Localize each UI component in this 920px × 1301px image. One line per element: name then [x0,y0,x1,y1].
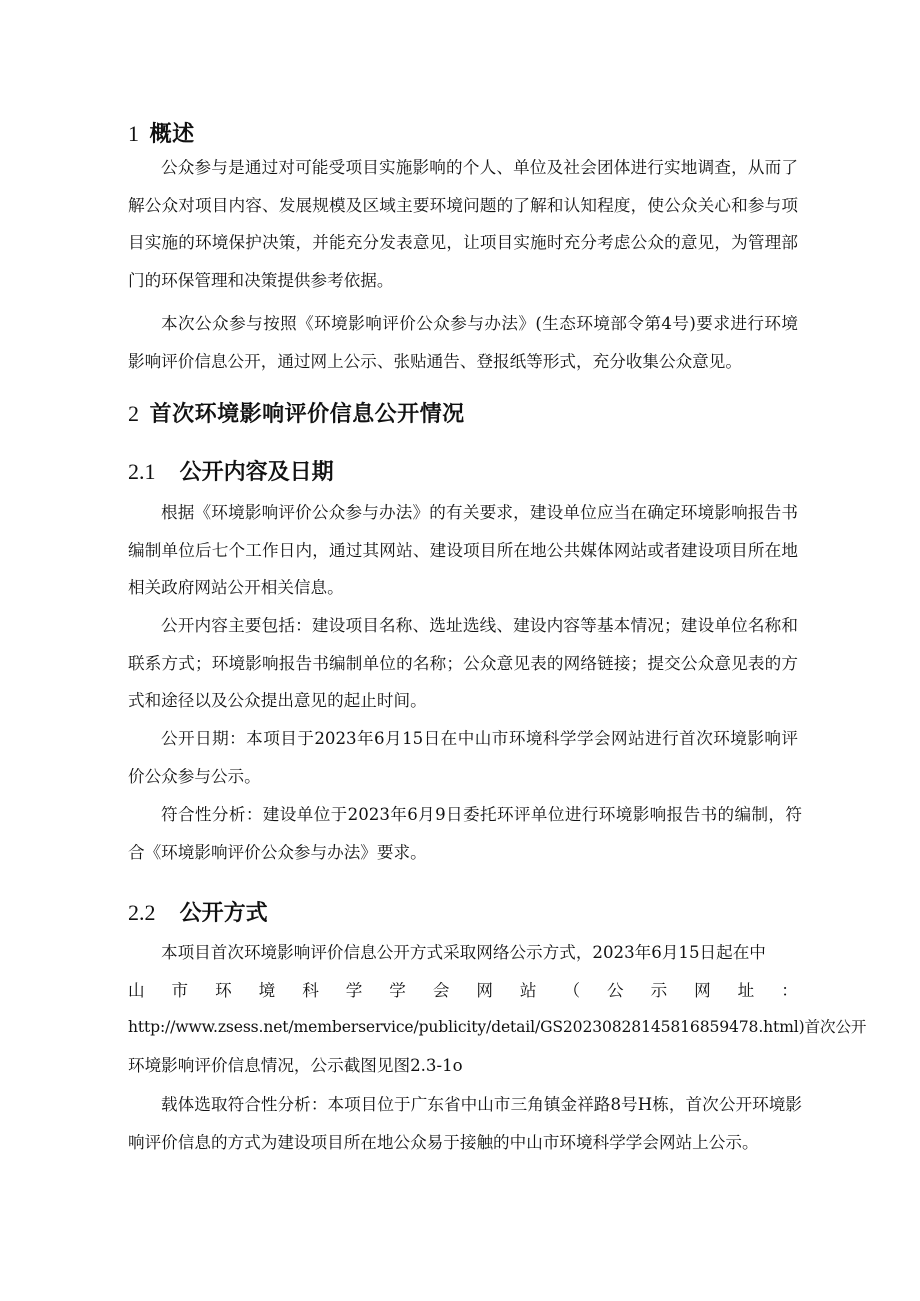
section-2-1-heading [128,455,334,486]
section-1-heading [128,117,195,148]
url-line: http://www.zsess.net/memberservice/publicity/detail/GS20230828145816859478.html)首次公开 [128,1018,867,1036]
paragraph: 公开内容主要包括：建设项目名称、选址选线、建设内容等基本情况；建设单位名称和联系方式；环境影响报告书编制单位的名称；公众意见表的网络链接；提交公众意见表的方式和途径以及公众提出意见的起止时间。 [128,616,798,710]
spread-char: 网 [476,981,493,1000]
paragraph: 公开日期：本项目于2023年6月15日在中山市环境科学学会网站进行首次环境影响评价公众参与公示。 [128,729,798,786]
spread-char: 境 [258,981,276,1000]
spread-char: 学 [389,981,406,1000]
paragraph: 根据《环境影响评价公众参与办法》的有关要求，建设单位应当在确定环境影响报告书编制单位后七个工作日内，通过其网站、建设项目所在地公共媒体网站或者建设项目所在地相关政府网站公开相关信息。 [128,503,798,597]
spread-char: 科 [302,981,319,1000]
section-2-heading [128,397,465,428]
section-number: 2.1 [128,459,156,484]
section-title: 公开方式 [179,901,268,926]
section-number: 2.2 [128,900,156,925]
spread-char: （ [563,981,581,1000]
spread-char: 址 [737,981,755,1000]
paragraph-line-spread [128,972,798,1010]
section-title: 首次环境影响评价信息公开情况 [149,402,465,427]
section-number: 2 [128,401,140,426]
spread-char: 环 [215,981,232,1000]
paragraph-line: 本项目首次环境影响评价信息公开方式采取网络公示方式，2023年6月15日起在中 [161,943,766,962]
paragraph: 符合性分析：建设单位于2023年6月9日委托环评单位进行环境影响报告书的编制，符合《环境影响评价公众参与办法》要求。 [128,805,802,862]
paragraph: 载体选取符合性分析：本项目位于广东省中山市三角镇金祥路8号H栋，首次公开环境影响评价信息的方式为建设项目所在地公众易于接触的中山市环境科学学会网站上公示。 [128,1095,802,1152]
section-2-2-heading [128,896,268,927]
spread-char: 会 [432,981,450,1000]
spread-char: 网 [694,981,711,1000]
paragraph-line: 环境影响评价信息情况，公示截图见图2.3-1o [128,1056,463,1075]
spread-char: 站 [519,981,537,1000]
spread-char: 公 [607,981,624,1000]
spread-char: 市 [171,981,189,1000]
section-title: 公开内容及日期 [179,460,334,485]
section-title: 概述 [149,122,195,147]
section-number: 1 [128,121,140,146]
spread-char: 示 [650,981,668,1000]
paragraph: 公众参与是通过对可能受项目实施影响的个人、单位及社会团体进行实地调查，从而了解公众对项目内容、发展规模及区域主要环境问题的了解和认知程度，使公众关心和参与项目实施的环境保护决策，并能充分发表意见，让项目实施时充分考虑公众的意见，为管理部门的环保管理和决策提供参考依据。 [128,158,798,290]
paragraph: 本次公众参与按照《环境影响评价公众参与办法》(生态环境部令第4号)要求进行环境影响评价信息公开，通过网上公示、张贴通告、登报纸等形式，充分收集公众意见。 [128,314,798,371]
spread-char: ： [781,981,798,1000]
spread-char: 学 [345,981,363,1000]
spread-char: 山 [128,981,145,1000]
